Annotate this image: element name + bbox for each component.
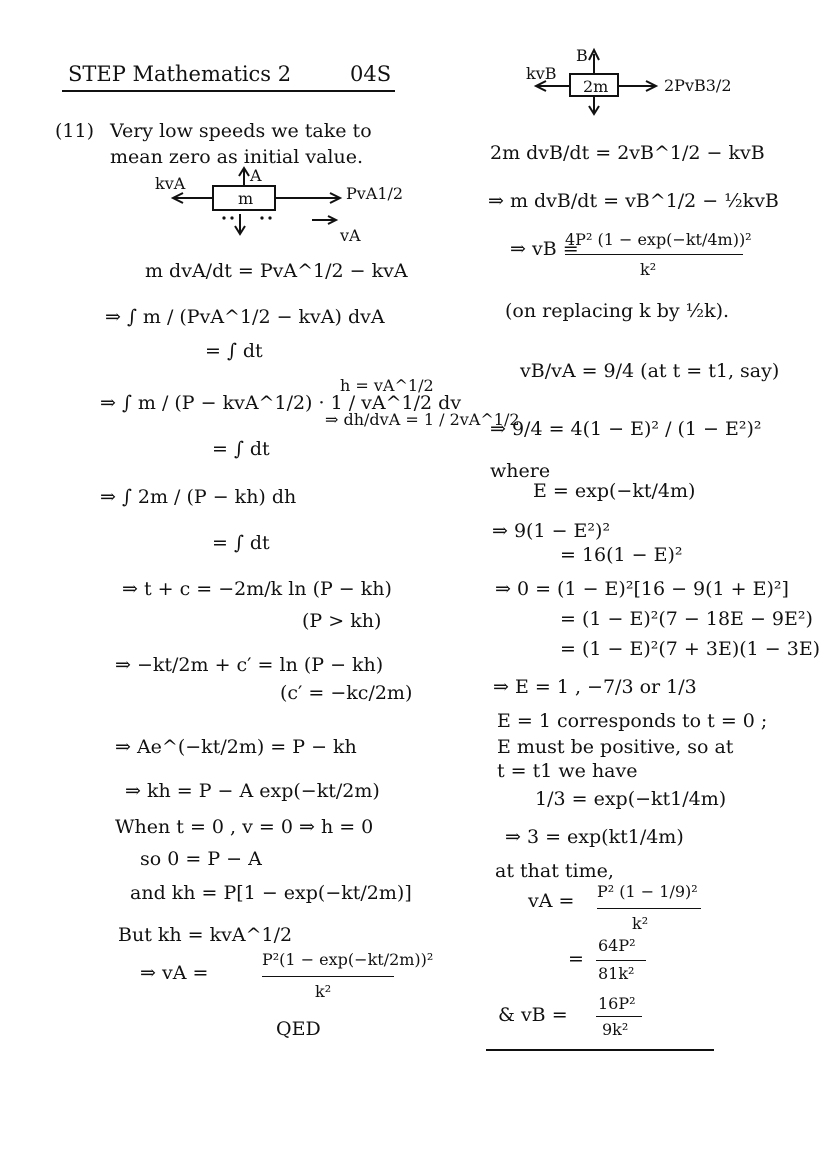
equation-line: = (1 − E)²(7 − 18E − 9E²) (560, 608, 813, 630)
equation-line: m dvA/dt = PvA^1/2 − kvA (145, 260, 408, 282)
qed-mark: QED (276, 1018, 321, 1040)
fraction-denominator: k² (632, 914, 649, 933)
fraction-numerator: 64P² (598, 936, 636, 955)
replacement-note: (on replacing k by ½k). (505, 300, 730, 322)
fraction-bar (565, 254, 743, 255)
equation-line: When t = 0 , v = 0 ⇒ h = 0 (115, 816, 374, 838)
mass-label-b: 2m (583, 77, 609, 96)
drive-label-b: 2PvB3/2 (664, 76, 732, 95)
drag-label-b: kvB (526, 64, 557, 83)
fraction-numerator: 4P² (1 − exp(−kt/4m))² (565, 230, 752, 249)
equation-line: ⇒ t + c = −2m/k ln (P − kh) (122, 578, 392, 600)
text-line: at that time, (495, 860, 614, 882)
condition-note: (c′ = −kc/2m) (280, 682, 413, 704)
course-title: STEP Mathematics 2 (68, 62, 292, 86)
equation-line: ⇒ E = 1 , −7/3 or 1/3 (493, 676, 697, 698)
text-line: E must be positive, so at (497, 736, 734, 758)
equation-line: ⇒ 9(1 − E²)² (492, 520, 611, 542)
intro-line-1: Very low speeds we take to (110, 120, 372, 142)
equation-line: E = exp(−kt/4m) (533, 480, 696, 502)
reaction-label-a: A (250, 166, 262, 185)
equation-line: so 0 = P − A (140, 848, 262, 870)
equation-line: ⇒ ∫ m / (P − kvA^1/2) · 1 / vA^1/2 dv (100, 392, 462, 414)
fraction-bar (596, 960, 646, 961)
velocity-label-a: vA (340, 226, 361, 245)
equation-line: = 16(1 − E)² (560, 544, 683, 566)
equation-line: ⇒ −kt/2m + c′ = ln (P − kh) (115, 654, 384, 676)
paper-code: 04S (350, 62, 392, 86)
equation-line: ⇒ 0 = (1 − E)²[16 − 9(1 + E)²] (495, 578, 789, 600)
equation-line: & vB = (498, 1004, 568, 1026)
condition-note: (P > kh) (302, 610, 382, 632)
equation-line: vA = (528, 890, 575, 912)
equation-line: ⇒ vB = (510, 238, 579, 260)
substitution-note: ⇒ dh/dvA = 1 / 2vA^1/2 (325, 410, 520, 429)
equation-line: ⇒ vA = (140, 962, 209, 984)
equation-line: ⇒ m dvB/dt = vB^1/2 − ½kvB (488, 190, 779, 212)
substitution-note: h = vA^1/2 (340, 376, 434, 395)
equation-line: = (568, 948, 584, 970)
equation-line: ⇒ 3 = exp(kt1/4m) (505, 826, 684, 848)
equation-line: ⇒ ∫ m / (PvA^1/2 − kvA) dvA (105, 306, 385, 328)
equation-line: = ∫ dt (212, 438, 270, 460)
where-label: where (490, 460, 551, 482)
fraction-bar (596, 1016, 642, 1017)
equation-line: = (1 − E)²(7 + 3E)(1 − 3E) (560, 638, 821, 660)
fraction-denominator: k² (640, 260, 657, 279)
mass-label-a: m (238, 189, 254, 208)
fraction-numerator: 16P² (598, 994, 636, 1013)
fraction-denominator: k² (315, 982, 332, 1001)
question-number: (11) (55, 120, 95, 142)
reaction-label-b: B (576, 46, 588, 65)
equation-line: and kh = P[1 − exp(−kt/2m)] (130, 882, 412, 904)
equation-line: vB/vA = 9/4 (at t = t1, say) (520, 360, 780, 382)
fraction-bar (597, 908, 701, 909)
equation-line: 2m dvB/dt = 2vB^1/2 − kvB (490, 142, 765, 164)
equation-line: = ∫ dt (205, 340, 263, 362)
equation-line: ⇒ 9/4 = 4(1 − E)² / (1 − E²)² (490, 418, 762, 440)
drive-label-a: PvA1/2 (346, 184, 404, 203)
equation-line: ⇒ ∫ 2m / (P − kh) dh (100, 486, 297, 508)
text-line: t = t1 we have (497, 760, 638, 782)
equation-line: 1/3 = exp(−kt1/4m) (535, 788, 727, 810)
equation-line: ⇒ Ae^(−kt/2m) = P − kh (115, 736, 357, 758)
end-rule (486, 1049, 714, 1051)
fraction-numerator: P² (1 − 1/9)² (597, 882, 698, 901)
fraction-denominator: 9k² (602, 1020, 629, 1039)
equation-line: = ∫ dt (212, 532, 270, 554)
equation-line: ⇒ kh = P − A exp(−kt/2m) (125, 780, 380, 802)
fraction-numerator: P²(1 − exp(−kt/2m))² (262, 950, 434, 969)
intro-line-2: mean zero as initial value. (110, 146, 364, 168)
drag-label-a: kvA (155, 174, 186, 193)
equation-line: But kh = kvA^1/2 (118, 924, 293, 946)
text-line: E = 1 corresponds to t = 0 ; (497, 710, 768, 732)
fraction-denominator: 81k² (598, 964, 635, 983)
